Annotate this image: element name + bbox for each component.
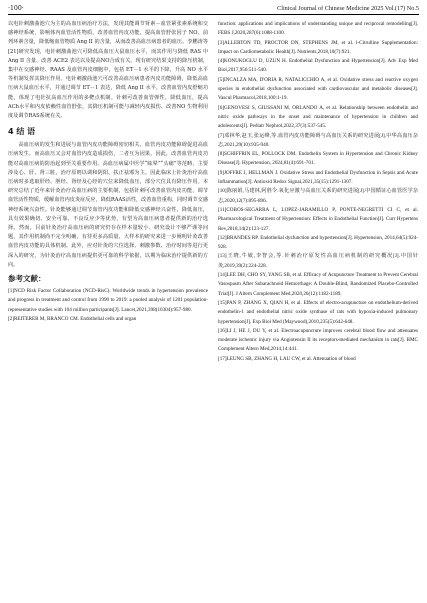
right-column	[218, 20, 418, 600]
reference-item: [7]邓林华,赵玉,张运峰,等.血管内皮功能障碍与高血压关系的研究进展[J].中华高血压杂志,2021,29(10):935-940.	[218, 132, 418, 148]
reference-item: [9]JOFFRE J, HELLMAN J. Oxidative Stress and Endothelial Dysfunction in Sepsis and Acute Inflammation[J]. Antioxid Redox Signal,2021,35(15):1291-1307.	[218, 169, 418, 186]
reference-item: [14]LEE DH, CHO SY, YANG SB, et al. Efficacy of Acupuncture Treatment to Prevent Cerebral Vasospasm After Subarachnoid Hemorrhage: A Double-Blind, Randomized Placebo-Controlled Trial[J]. J Altern Complement Med,2020,26(12):1182-1189.	[218, 272, 418, 297]
reference-item: [1]NCD Risk Factor Collaboration (NCD-RisC). Worldwide trends in hypertension prevalence and progress in treatment and control from 1990 to 2019: a pooled analysis of 1201 population-representative studies with 104 million participants[J]. Lancet,2021,398(10304):957-980.	[8, 288, 208, 313]
left-column	[8, 20, 208, 600]
reference-item: [8]SCHIFFRIN EL, POLLOCK DM. Endothelin System in Hypertension and Chronic Kidney Disease[J]. Hypertension, 2024,81(4):691-701.	[218, 151, 418, 167]
reference-item: [12]BRANDES RP. Endothelial dysfunction and hypertension[J]. Hypertension, 2014,64(5):924-928.	[218, 234, 418, 251]
page-header	[8, 3, 419, 15]
reference-item: [5]INCALZA MA, D'ORIA R, NATALICCHIO A, et al. Oxidative stress and reactive oxygen species in endothelial dysfunction associated with cardiovascular and metabolic diseases[J]. Vascul Pharmacol,2018,100:1-19.	[218, 76, 418, 102]
reference-item: [10]陈丽娟,马建林,阿胜令.氧化应激与高血压关系的研究进展[J].中国循证心血管医学杂志,2020,12(7):895-896.	[218, 188, 418, 204]
page-number: ·100·	[8, 5, 24, 12]
reference-item: function: applications and implications of understanding unique and reciprocal remodelling[J]. FEBS J,2020,287(6):1088-1100.	[218, 21, 418, 37]
section-title-conclusion: 4 结 语	[8, 126, 36, 136]
conclusion-paragraph: 高血压病的发生和进展与血管内皮功能障碍密切相关，血管内皮功能障碍促进高血压病发生，而高血压又会对血管内皮造成损伤，二者互为因果。因此，改善血管内皮功能对高血压病的防治起到至关重要作用。高血压病属中医学“眩晕”“头痛”等范畴，主要涉及心、肝、肾三脏，治疗原则以调和阴阳、扶正祛邪为主。因此临床上针灸治疗高血压病时多选取肝经、胆经、肾经及心经的穴位来降低血压，部分穴位具有降压作用。本研究总结了近年来针灸治疗高血压病的主要机制，包括针刺可改善血管内皮功能，调节血管活性物质，缓解血管内皮炎症反应，降低RAAS活性，改善血管重构，同时调节交感神经系统兴奋性。针灸能够通过调节血管内皮功能和降低交感神经兴奋性，降低血压，具有效果确切、安全可靠、不良反应少等优势，有望为高血压病患者提供新的治疗选择。然而，目前针灸治疗高血压病的研究仍存在样本量较小、研究设计不够严谨等问题，其作用机制尚不完全明确，有待更多高质量、大样本的研究来进一步阐明针灸改善血管内皮功能的具体机制。此外，应对针灸的穴位选择、刺激参数、治疗时间等进行更深入的研究，为针灸治疗高血压病提供更可靠的科学依据，以期为临床治疗提供新的方向。	[8, 142, 208, 268]
reference-item: [15]PAN P, ZHANG X, QIAN H, et al. Effects of electro-acupuncture on endothelium-derived endothelin-1 and endothelial nitric oxide synthase of rats with hypoxia-induced pulmonary hypertension[J]. Exp Biol Med (Maywood),2010,235(5):642-648.	[218, 299, 418, 325]
reference-item: [3]ALLERTON TD, PROCTOR DN, STEPHENS JM, et al. l-Citrulline Supplementation: Impact on Cardiometabolic Health[J]. Nutrients,2018,10(7):921.	[218, 39, 418, 55]
journal-info: Clinical Journal of Chinese Medicine 2025 Vol.(17) No.5	[277, 5, 419, 12]
reference-item: [6]GENOVESI S, GIUSSANI M, ORLANDO A, et al. Relationship between endothelin and nitric oxide pathways in the onset and maintenance of hypertension in children and adolescents[J]. Pediatr Nephrol,2022,37(3):537-545.	[218, 104, 418, 130]
reference-item: [17]LEUNG SB, ZHANG H, LAU CW, et al. Attenuation of blood	[218, 355, 356, 362]
reference-item: [13]王晓,牛敏,李智会,等.针刺治疗原发性高血压病机制的研究概况[J].中国针灸,2019,39(2):224-228.	[218, 253, 418, 269]
references-title: 参考文献：	[8, 274, 46, 284]
reference-item: [4]KONUKOGLU D, UZUN H. Endothelial Dysfunction and Hypertension[J]. Adv Exp Med Biol,2017,956:511-540.	[218, 58, 418, 74]
reference-item: [16]LI J, HE J, DU Y, et al. Electroacupuncture improves cerebral blood flow and attenuates moderate ischemic injury via Angiotensin II its receptors-mediated mechanism in rats[J]. BMC Complement Altern Med,2014,14:441.	[218, 327, 418, 353]
reference-item: [2]REITERER M, BRANCO CM. Endothelial cells and organ	[8, 315, 137, 322]
reference-item: [11]COBOS-SEGARRA L, LOPEZ-JARAMILLO P, PONTE-NEGRETTI CI C, et al. Pharmacological Treatment of Hypertension: Effects in Endothelial Function[J]. Curr Hypertens Rev,2018,14(2):123-127.	[218, 206, 418, 232]
continuation-paragraph: 以电针刺激曲池穴为主的高血压病治疗方法，发现其能调节肾素－血管紧张素系统和交感神经系统，影响体内血管活性物质，改善血管内皮功能，提高血管舒张因子 NO、前列环素含量，降低缩血管物质 Ang II 的含量，从而改善高血压病患者的血压。李鹏涛等[21]研究发现，电针刺激曲池穴可降低高血压大鼠血压水平，而其作用与降低 RAS 中 Ang II 含量、改善 ACE2 表达以及提高NO合成有关。现有研究结果支持的降压机制，集中在交感神经、RAAS 及血管内皮细胞中，包括 ET－1 水平的下降，升高 NO 水平等机制发挥其降压作用。电针刺激曲池穴可改善高血压病患者内皮功能障碍，降低高血压病大鼠血压水平，并通过调节 ET－1 表达，降低 Ang II 水平，改善血管内皮舒缩功能，体现了电针抗高血压作用的多靶点机制。针刺可改善血管弹性，降低血压，提高ACh水平和内皮依赖性血管舒张，其降压机制可能与减轻内皮损伤、改善NO 生物利用度及调节RAS系统有关。	[8, 21, 208, 120]
